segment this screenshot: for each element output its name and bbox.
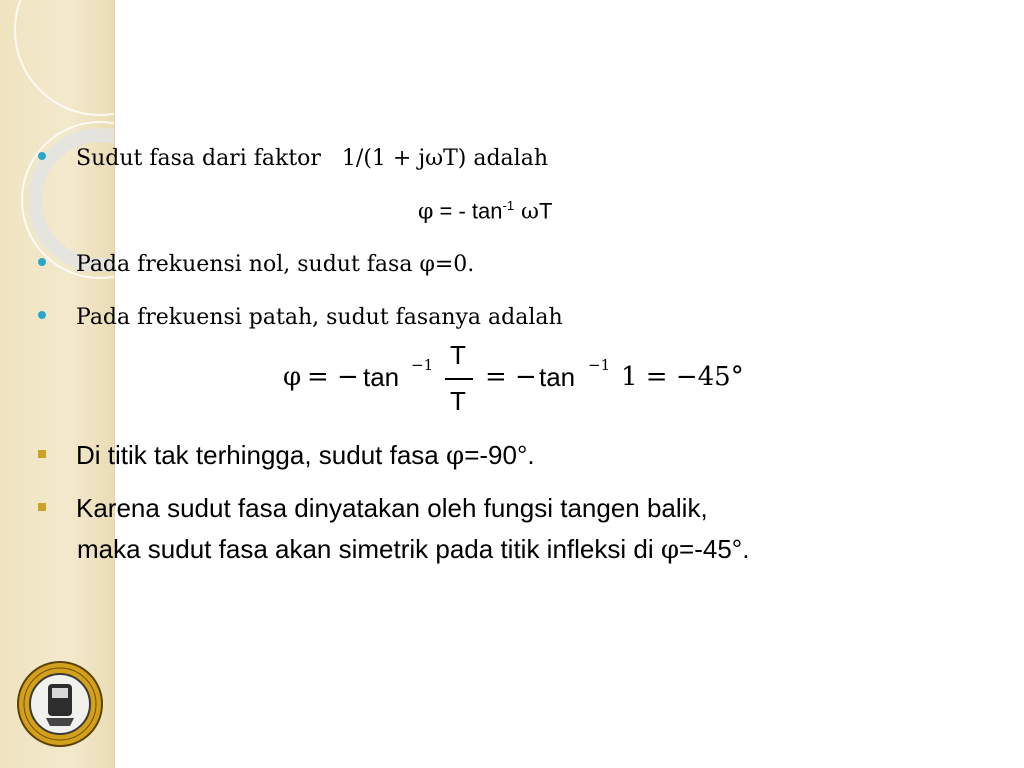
fraction-bar — [445, 378, 473, 380]
bullet-item-phase-angle — [38, 146, 548, 171]
bullet-item-break-frequency: Pada frekuensi patah, sudut fasanya adalah — [38, 305, 563, 330]
bullet-item-symmetry: Karena sudut fasa dinyatakan oleh fungsi tangen balik, — [38, 493, 708, 524]
bullet-dot-icon — [38, 258, 46, 266]
formula-phase-angle: φ = - $\tan^{-1} \omega T$ — [418, 198, 553, 225]
fraction-numerator: T — [450, 340, 466, 370]
bullet-square-icon — [38, 503, 46, 511]
bullet-dot-icon — [38, 152, 46, 160]
factor-expression: 1/(1 + jωT) adalah — [341, 146, 548, 171]
formula-break-frequency: φ = − tan −1 T T = − tan −1 1 = −45° — [283, 340, 744, 416]
bullet-item-zero-frequency: Pada frekuensi nol, sudut fasa φ=0. — [38, 252, 474, 277]
bullet-square-icon — [38, 450, 46, 458]
bullet-item-infinite-frequency: Di titik tak terhingga, sudut fasa φ=-90°. — [38, 440, 535, 471]
fraction-denominator: T — [450, 386, 466, 416]
bullet-dot-icon — [38, 311, 46, 319]
bullet-text: Sudut fasa dari faktor — [76, 146, 321, 171]
bullet-symmetry-continuation: maka sudut fasa akan simetrik pada titik infleksi di φ=-45°. — [77, 534, 750, 565]
